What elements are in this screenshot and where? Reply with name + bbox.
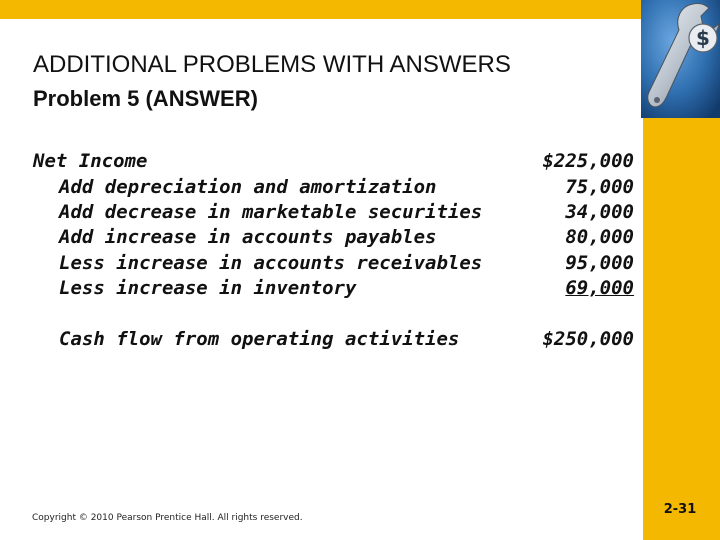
- row-label: Add depreciation and amortization: [59, 176, 437, 198]
- row-label: Net Income: [33, 150, 148, 172]
- row-amount: 34,000: [565, 201, 634, 223]
- row-label: Less increase in accounts receivables: [59, 252, 483, 274]
- statement-row: [0, 277, 720, 303]
- top-accent-bar: [0, 0, 720, 19]
- statement-row: [0, 176, 720, 202]
- row-amount: $225,000: [542, 150, 634, 172]
- total-label: Cash flow from operating activities: [59, 328, 460, 350]
- statement-row: [0, 201, 720, 227]
- slide-title: ADDITIONAL PROBLEMS WITH ANSWERS: [33, 51, 511, 78]
- row-label: Add decrease in marketable securities: [59, 201, 483, 223]
- wrench-dollar-icon: [641, 0, 720, 118]
- statement-row: [0, 226, 720, 252]
- svg-text:$: $: [696, 26, 710, 50]
- row-amount: 69,000: [565, 277, 634, 299]
- row-amount: 75,000: [565, 176, 634, 198]
- row-amount: 80,000: [565, 226, 634, 248]
- total-amount: $250,000: [542, 328, 634, 350]
- page-number: 2-31: [663, 502, 697, 517]
- statement-row: [0, 150, 720, 176]
- row-label: Add increase in accounts payables: [59, 226, 437, 248]
- copyright-notice: Copyright © 2010 Pearson Prentice Hall. All rights reserved.: [32, 513, 303, 523]
- row-label: Less increase in inventory: [59, 277, 357, 299]
- slide-subtitle: Problem 5 (ANSWER): [33, 86, 258, 111]
- statement-total-row: [0, 328, 720, 354]
- statement-row: [0, 252, 720, 278]
- row-amount: 95,000: [565, 252, 634, 274]
